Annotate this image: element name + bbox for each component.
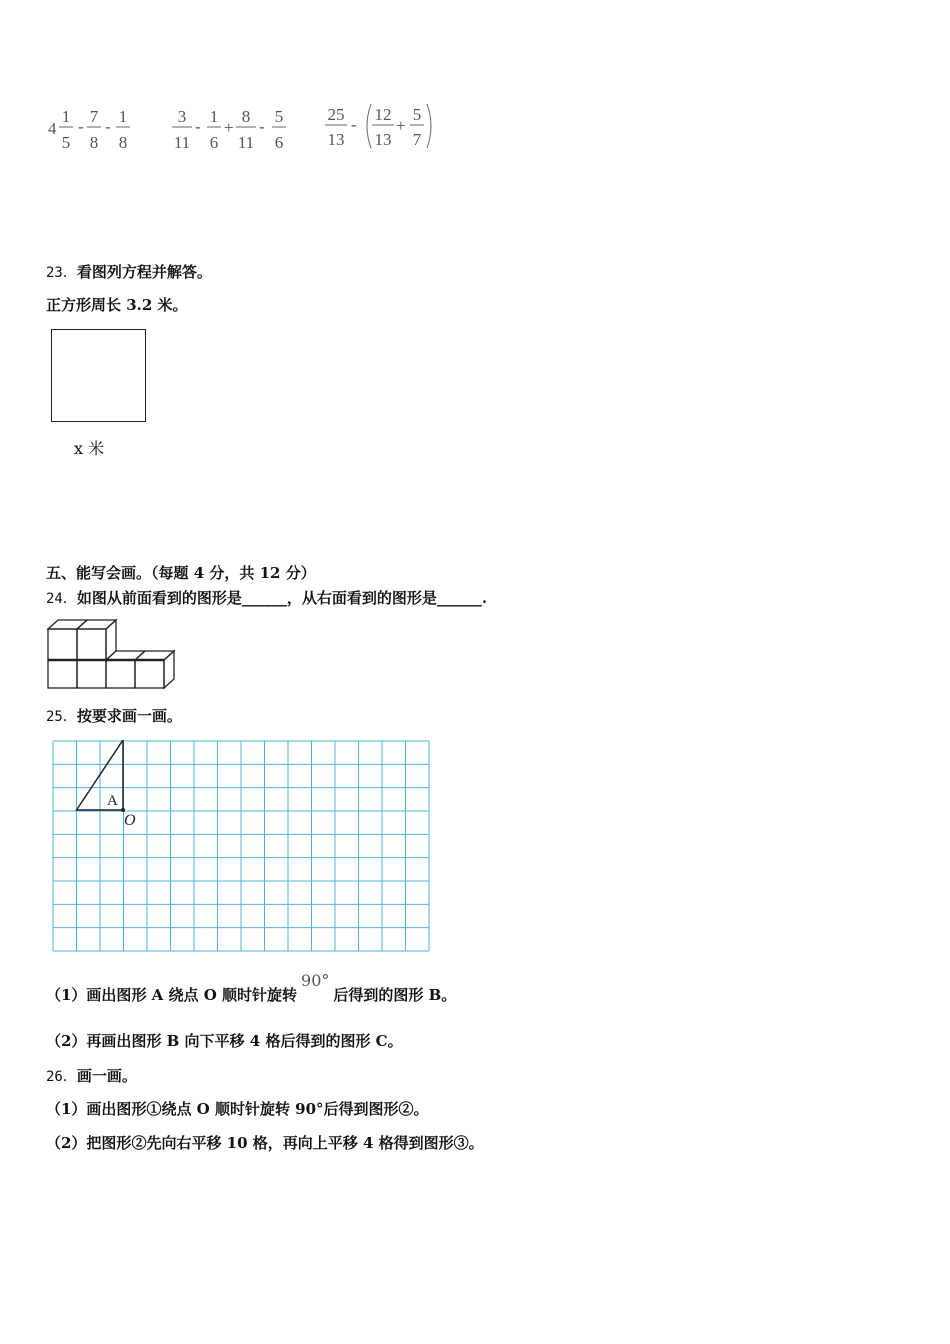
operator: - bbox=[78, 117, 84, 136]
whole-number: 4 bbox=[48, 119, 57, 138]
denominator: 5 bbox=[61, 133, 71, 152]
question-number: 24． bbox=[46, 591, 77, 607]
denominator: 7 bbox=[412, 130, 422, 149]
numerator: 5 bbox=[274, 107, 284, 126]
numerator: 1 bbox=[61, 107, 71, 126]
denominator: 8 bbox=[118, 133, 128, 152]
question-text: 如图从前面看到的图形是______，从右面看到的图形是______. bbox=[76, 589, 488, 607]
right-paren bbox=[427, 104, 431, 148]
q25-sub2: （2）再画出图形 B 向下平移 4 格后得到的图形 C。 bbox=[46, 1032, 403, 1050]
instruction-text: 后得到的图形 B。 bbox=[333, 986, 457, 1004]
operator: - bbox=[105, 117, 111, 136]
question-number: 25． bbox=[46, 709, 77, 725]
question-number: 26． bbox=[46, 1069, 77, 1085]
numerator: 12 bbox=[374, 105, 392, 124]
denominator: 6 bbox=[274, 133, 284, 152]
q26-sub1: （1）画出图形①绕点 O 顺时针旋转 90°后得到图形②。 bbox=[46, 1100, 429, 1118]
numerator: 25 bbox=[327, 105, 345, 124]
q25-heading bbox=[46, 705, 182, 726]
q23-given: 正方形周长 3.2 米。 bbox=[46, 296, 188, 314]
left-paren bbox=[367, 104, 371, 148]
denominator: 11 bbox=[173, 133, 191, 152]
q23-heading bbox=[46, 261, 212, 282]
fraction-expressions bbox=[40, 98, 460, 160]
label-a: A bbox=[107, 793, 118, 809]
rotation-degree: 90° bbox=[301, 971, 330, 990]
numerator: 1 bbox=[118, 107, 128, 126]
cube-stack-figure bbox=[44, 617, 180, 691]
square-figure bbox=[51, 329, 146, 422]
square-grid[interactable] bbox=[52, 740, 430, 952]
instruction-text: （1）画出图形 A 绕点 O 顺时针旋转 bbox=[46, 986, 298, 1004]
denominator: 13 bbox=[374, 130, 392, 149]
q26-heading bbox=[46, 1065, 137, 1086]
numerator: 8 bbox=[241, 107, 251, 126]
label-o: O bbox=[124, 812, 136, 829]
numerator: 7 bbox=[89, 107, 99, 126]
denominator: 6 bbox=[209, 133, 219, 152]
q25-sub1 bbox=[46, 971, 457, 1005]
operator: - bbox=[351, 115, 357, 134]
question-text: 画一画。 bbox=[76, 1067, 137, 1085]
denominator: 8 bbox=[89, 133, 99, 152]
q24-heading bbox=[46, 587, 487, 608]
grid-lines bbox=[53, 741, 429, 951]
denominator: 11 bbox=[237, 133, 255, 152]
operator: - bbox=[195, 117, 201, 136]
numerator: 1 bbox=[209, 107, 219, 126]
expression-2 bbox=[172, 107, 286, 152]
operator: - bbox=[259, 117, 265, 136]
expression-1 bbox=[48, 107, 130, 152]
numerator: 3 bbox=[177, 107, 187, 126]
operator: + bbox=[224, 118, 234, 137]
operator: + bbox=[396, 116, 406, 135]
section-5-title: 五、能写会画。（每题 4 分，共 12 分） bbox=[46, 564, 316, 582]
numerator: 5 bbox=[412, 105, 422, 124]
question-number: 23． bbox=[46, 265, 77, 281]
expression-3 bbox=[325, 104, 431, 149]
question-text: 按要求画一画。 bbox=[76, 707, 182, 725]
q26-sub2: （2）把图形②先向右平移 10 格，再向上平移 4 格得到图形③。 bbox=[46, 1134, 484, 1152]
square-side-label: x 米 bbox=[74, 439, 105, 458]
question-text: 看图列方程并解答。 bbox=[76, 263, 212, 281]
denominator: 13 bbox=[327, 130, 345, 149]
